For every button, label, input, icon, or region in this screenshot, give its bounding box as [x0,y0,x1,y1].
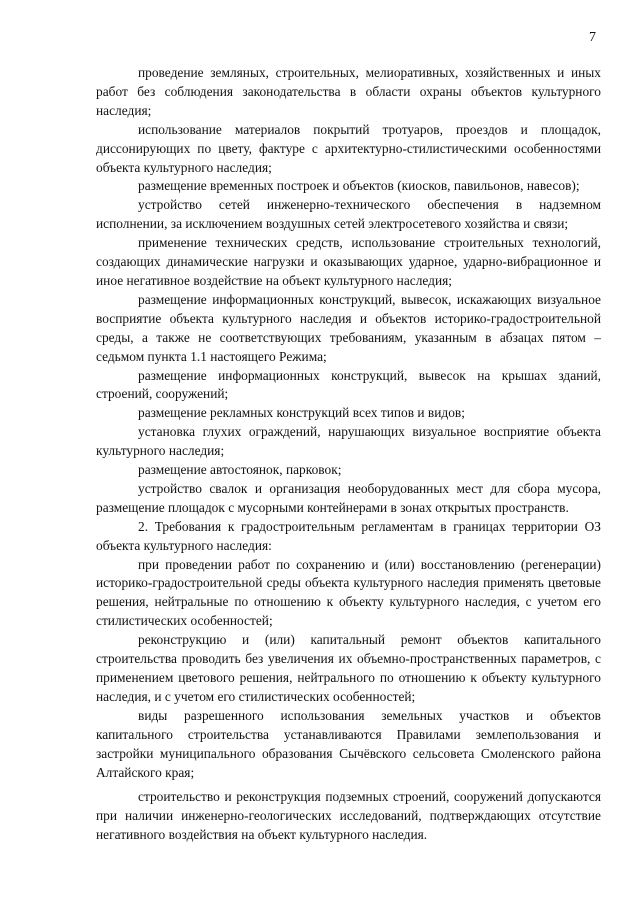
paragraph: устройство свалок и организация необорудованных мест для сбора мусора, размещение площадок с мусорными контейнерами в зонах открытых пространств. [96,480,601,515]
paragraph: реконструкцию и (или) капитальный ремонт объектов капитального строительства проводить без увеличения их объемно-пространственных параметров, с применением цветового решения, нейтрального по отношению к объекту культурного наследия, и с учетом его стилистических особенностей; [96,632,601,704]
paragraph: виды разрешенного использования земельных участков и объектов капитального строительства устанавливаются Правилами землепользования и застройки муниципального образования Сычёвского сельсовета Смоленского района Алтайского края; [96,707,601,780]
paragraph: проведение земляных, строительных, мелиоративных, хозяйственных и иных работ без соблюдения законодательства в области охраны объектов культурного наследия; [96,65,601,118]
section-heading: 2. Требования к градостроительным регламентам в границах территории ОЗ объекта культурного наследия: [96,518,601,553]
paragraph: применение технических средств, использование строительных технологий, создающих динамические нагрузки и оказывающих ударное, ударно-вибрационное и иное негативное воздействие на объект культурного наследия; [96,235,601,288]
paragraph: устройство сетей инженерно-технического обеспечения в надземном исполнении, за исключением воздушных сетей электросетевого хозяйства и связи; [96,197,601,232]
paragraph: размещение временных построек и объектов (киосков, павильонов, навесов); [138,178,580,194]
paragraph: размещение информационных конструкций, вывесок, искажающих визуальное восприятие объекта культурного наследия и объектов историко-градостроительной среды, а также не соответствующих требованиям, указанным в абзацах пятом – седьмом пункта 1.1 настоящего Режима; [96,291,601,364]
paragraph: размещение рекламных конструкций всех типов и видов; [138,405,465,421]
paragraph: использование материалов покрытий тротуаров, проездов и площадок, диссонирующих по цвету, фактуре с архитектурно-стилистическими особенностями объекта культурного наследия; [96,121,601,175]
paragraph: размещение информационных конструкций, вывесок на крышах зданий, строений, сооружений; [96,367,601,402]
paragraph: установка глухих ограждений, нарушающих визуальное восприятие объекта культурного наследия; [96,424,601,459]
paragraph: при проведении работ по сохранению и (или) восстановлению (регенерации) историко-градостроительной среды объекта культурного наследия применять цветовые решения, нейтральные по отношению к объекту культурного наследия, с учетом его стилистических особенностей; [96,556,601,629]
document-body [96,64,601,845]
paragraph: размещение автостоянок, парковок; [138,462,342,478]
page-number: 7 [589,30,596,45]
paragraph: строительство и реконструкция подземных строений, сооружений допускаются при наличии инженерно-геологических исследований, подтверждающих отсутствие негативного воздействия на объект культурного наследия. [96,789,601,843]
